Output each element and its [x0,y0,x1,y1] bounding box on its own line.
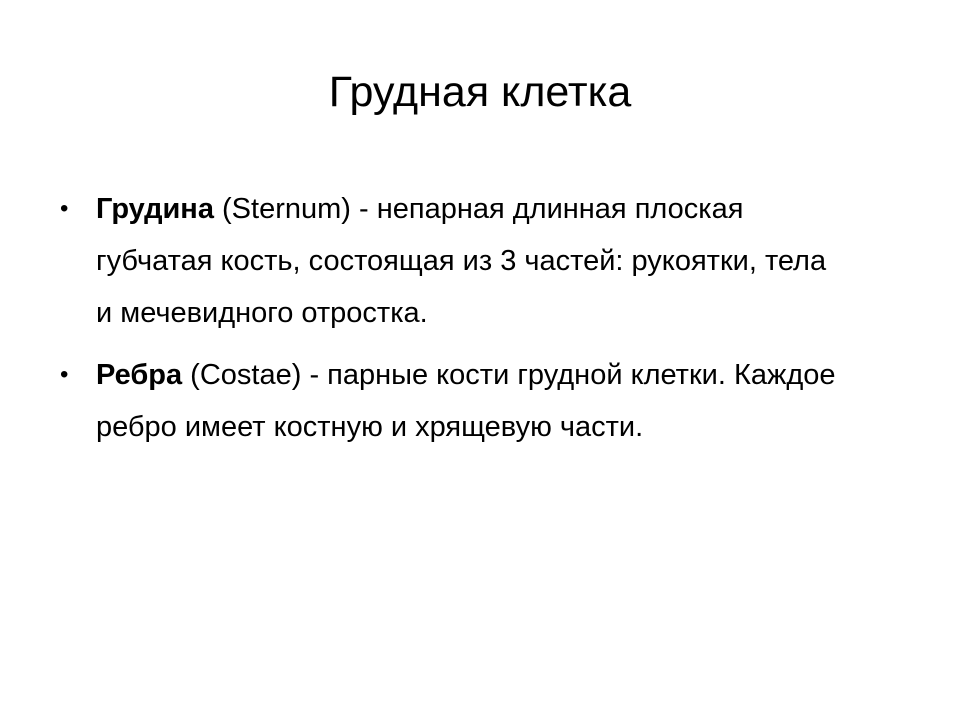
bullet-text: парные кости грудной клетки. Каждое ребро имеет костную и хрящевую части. [96,359,836,443]
bullet-marker: • [60,195,69,222]
bullet-term: Ребра [96,359,183,391]
slide-title: Грудная клетка [328,68,632,116]
bullet-latin-name: (Sternum) - [213,193,377,225]
bullet-list [60,183,840,463]
bullet-latin-name: (Costae) - [182,359,328,391]
bullet-item-sternum [60,183,840,339]
bullet-term: Грудина [96,193,214,225]
bullet-marker: • [60,361,69,388]
bullet-item-ribs [60,349,840,453]
bullet-text: непарная длинная плоская губчатая кость, состоящая из 3 частей: рукоятки, тела и мечевидного отростка. [96,193,827,329]
